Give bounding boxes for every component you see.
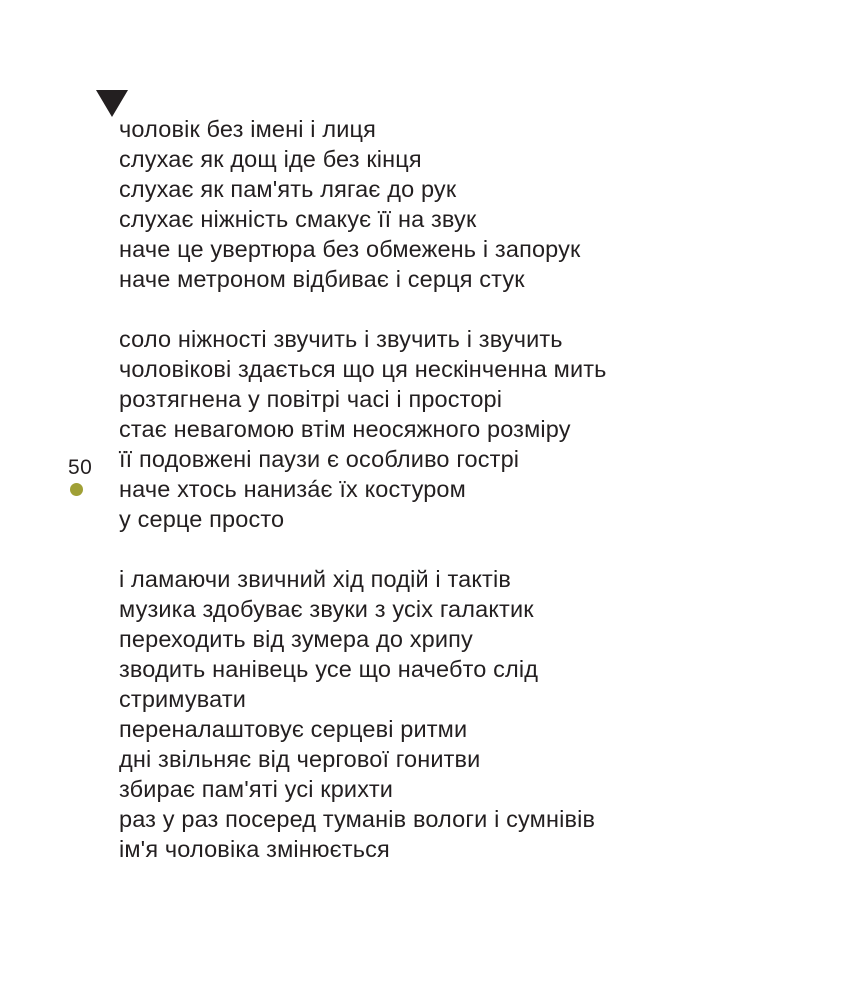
- stanza-2: [119, 324, 839, 534]
- stanza-1: [119, 114, 839, 294]
- poem: [119, 114, 839, 894]
- poem-line: наче це увертюра без обмежень і запорук: [119, 236, 581, 262]
- poem-line: наче хтось нанизáє їх костуром: [119, 476, 466, 502]
- page-number: 50: [68, 456, 93, 479]
- poem-line: збирає пам'яті усі крихти: [119, 776, 394, 802]
- poem-line: розтягнена у повітрі часі і просторі: [119, 386, 503, 412]
- poem-line: переходить від зумера до хрипу: [119, 626, 473, 652]
- stanza-3: [119, 564, 839, 864]
- poem-line: соло ніжності звучить і звучить і звучить: [119, 326, 563, 352]
- poem-line: слухає як пам'ять лягає до рук: [119, 176, 457, 202]
- poem-line: дні звільняє від чергової гонитви: [119, 746, 481, 772]
- poem-line: слухає ніжність смакує її на звук: [119, 206, 477, 232]
- poem-line: стає невагомою втім неосяжного розміру: [119, 416, 571, 442]
- poem-line: у серце просто: [119, 506, 285, 532]
- poem-line: стримувати: [119, 686, 247, 712]
- poem-line: ім'я чоловіка змінюється: [119, 836, 390, 862]
- poem-line: зводить нанівець усе що начебто слід: [119, 656, 539, 682]
- poem-line: її подовжені паузи є особливо гострі: [119, 446, 520, 472]
- poem-line: музика здобуває звуки з усіх галактик: [119, 596, 534, 622]
- dot-icon: [70, 483, 83, 496]
- poem-line: чоловікові здається що ця нескінченна мить: [119, 356, 607, 382]
- poem-line: слухає як дощ іде без кінця: [119, 146, 422, 172]
- triangle-down-icon: [96, 90, 128, 117]
- poem-line: раз у раз посеред туманів вологи і сумнівів: [119, 806, 596, 832]
- poem-line: наче метроном відбиває і серця стук: [119, 266, 525, 292]
- poem-line: переналаштовує серцеві ритми: [119, 716, 468, 742]
- poem-line: і ламаючи звичний хід подій і тактів: [119, 566, 511, 592]
- poem-line: чоловік без імені і лиця: [119, 116, 376, 142]
